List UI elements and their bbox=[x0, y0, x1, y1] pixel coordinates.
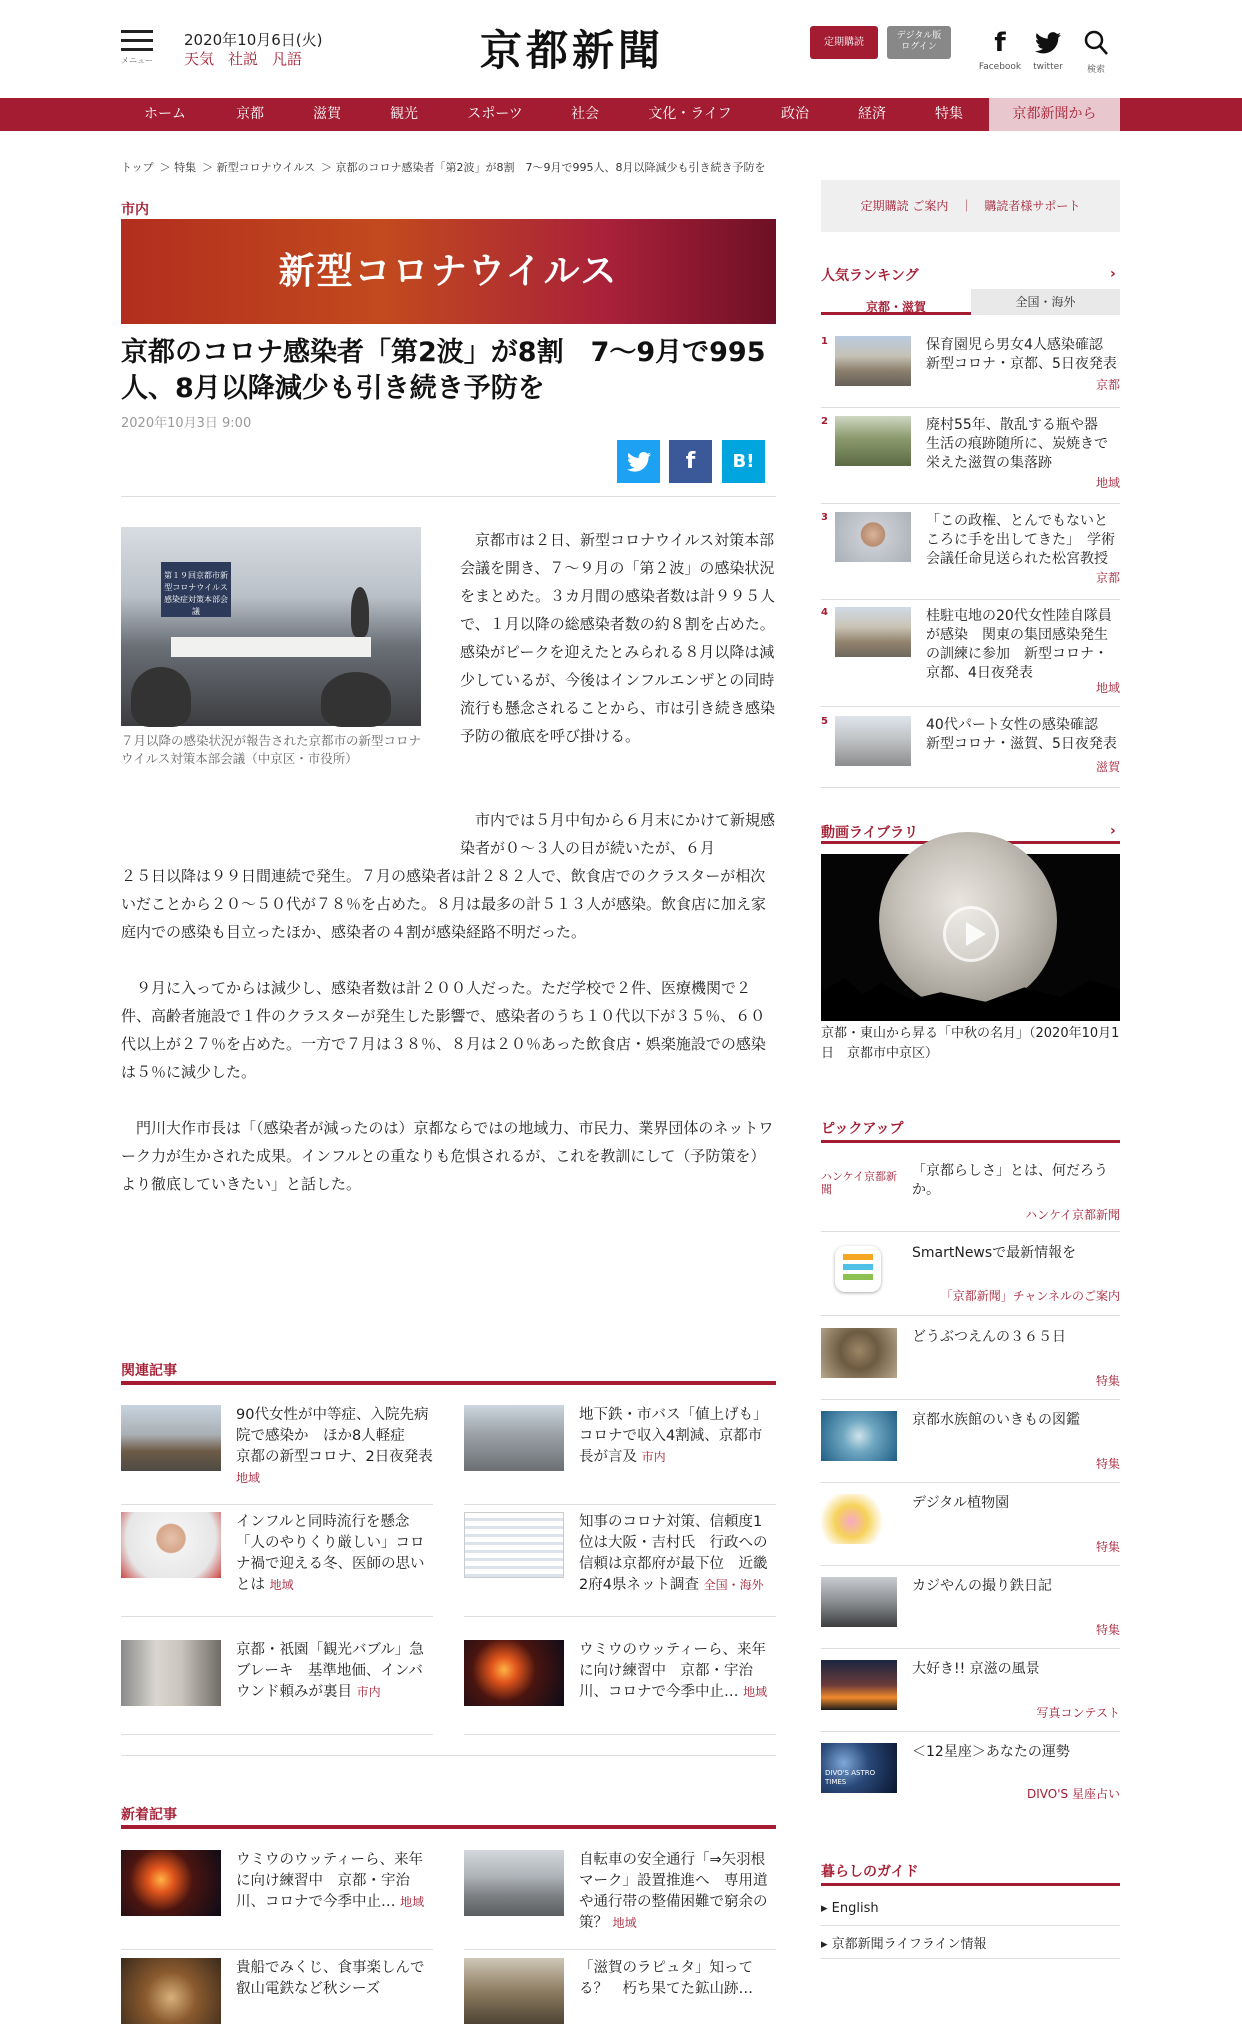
subscribe-button[interactable]: 定期購読 bbox=[810, 26, 878, 59]
breadcrumb-top[interactable]: トップ bbox=[121, 161, 154, 174]
thumbnail bbox=[835, 716, 911, 766]
search-button[interactable] bbox=[1080, 24, 1112, 75]
divider bbox=[821, 1958, 1120, 1959]
twitter-icon bbox=[1030, 24, 1066, 62]
nav-home[interactable]: ホーム bbox=[144, 106, 186, 122]
pickup-item[interactable] bbox=[821, 1494, 1120, 1566]
ranking-tabs bbox=[821, 289, 1120, 315]
pickup-item[interactable] bbox=[821, 1577, 1120, 1649]
facebook-icon: f bbox=[994, 28, 1006, 58]
search-icon bbox=[1080, 24, 1112, 62]
twitter-button[interactable] bbox=[1030, 24, 1066, 72]
nav-sports[interactable]: スポーツ bbox=[467, 106, 523, 122]
photo-caption: ７月以降の感染状況が報告された京都市の新型コロナウイルス対策本部会議（中京区・市役所） bbox=[121, 733, 422, 766]
video-library-title: 動画ライブラリ bbox=[821, 825, 919, 841]
photo-screen: 第１９回京都市新型コロナウイルス感染症対策本部会議 bbox=[161, 562, 231, 617]
related-item[interactable] bbox=[121, 1640, 433, 1735]
column-link[interactable]: 凡語 bbox=[272, 50, 303, 68]
latest-text: 貴船でみくじ、食事楽しんで 叡山電鉄など秋シーズ bbox=[236, 1960, 439, 1997]
video-caption[interactable]: 京都・東山から昇る「中秋の名月」（2020年10月1日 京都市中京区） bbox=[821, 1026, 1120, 1061]
guide-link-english[interactable]: ▸ English bbox=[821, 1901, 879, 1916]
ranking-item[interactable] bbox=[821, 512, 1120, 600]
section-rule bbox=[121, 1381, 776, 1385]
thumbnail bbox=[464, 1405, 564, 1471]
breadcrumb-features[interactable]: ＞ 特集 bbox=[159, 161, 197, 174]
related-item[interactable] bbox=[121, 1405, 433, 1505]
nav-kyoto[interactable]: 京都 bbox=[236, 106, 264, 122]
pickup-text: 大好き!! 京滋の風景 bbox=[912, 1661, 1040, 1677]
facebook-button[interactable] bbox=[976, 24, 1024, 72]
thumbnail bbox=[464, 1512, 564, 1578]
section-rule bbox=[821, 1140, 1120, 1143]
pickup-category: 特集 bbox=[1095, 1457, 1120, 1471]
search-label: 検索 bbox=[1086, 65, 1105, 75]
rank-number: 2 bbox=[821, 416, 828, 427]
thumbnail bbox=[464, 1850, 564, 1916]
thumbnail bbox=[821, 1411, 897, 1461]
thumbnail bbox=[121, 1640, 221, 1706]
thumbnail bbox=[821, 1328, 897, 1378]
chevron-right-icon[interactable]: › bbox=[1110, 266, 1116, 282]
nav-tourism[interactable]: 観光 bbox=[390, 106, 418, 122]
thumbnail bbox=[121, 1405, 221, 1471]
ranking-text: 40代パート女性の感染確認 新型コロナ・滋賀、5日夜発表 bbox=[926, 717, 1117, 752]
latest-item[interactable] bbox=[464, 1850, 776, 1950]
pickup-category: ハンケイ京都新聞 bbox=[1025, 1208, 1120, 1222]
digital-label: デジタル版 bbox=[896, 31, 942, 41]
section-rule bbox=[821, 1883, 1120, 1886]
photo-table bbox=[171, 637, 371, 657]
twitter-icon bbox=[627, 452, 651, 472]
subscription-info-box[interactable]: 定期購読 ご案内 ｜ 購読者様サポート bbox=[821, 180, 1120, 232]
pickup-item[interactable] bbox=[821, 1244, 1120, 1316]
thumbnail bbox=[121, 1958, 221, 2024]
ranking-category: 地域 bbox=[1095, 476, 1120, 490]
related-title: 関連記事 bbox=[121, 1363, 177, 1379]
smartnews-icon bbox=[821, 1244, 897, 1294]
latest-item[interactable] bbox=[121, 1958, 439, 2000]
related-text: ウミウのウッティーら、来年に向け練習中 京都・宇治川、コロナで今季中止… 地域 bbox=[579, 1642, 768, 1700]
pickup-category: 特集 bbox=[1095, 1540, 1120, 1554]
related-item[interactable] bbox=[464, 1512, 776, 1617]
ranking-item[interactable] bbox=[821, 607, 1120, 707]
ranking-category: 京都 bbox=[1095, 378, 1120, 392]
pickup-category: 特集 bbox=[1095, 1623, 1120, 1637]
thumbnail bbox=[821, 1660, 897, 1710]
related-item[interactable] bbox=[121, 1512, 433, 1617]
pickup-text: ＜12星座＞あなたの運勢 bbox=[912, 1744, 1070, 1760]
pickup-text: 京都水族館のいきもの図鑑 bbox=[912, 1412, 1080, 1428]
thumbnail bbox=[121, 1850, 221, 1916]
pickup-item[interactable] bbox=[821, 1660, 1120, 1732]
related-text: 京都・祇園「観光バブル」急ブレーキ 基準地価、インバウンド頼みが裏目 市内 bbox=[236, 1642, 424, 1700]
ranking-category: 地域 bbox=[1095, 681, 1120, 695]
pickup-text: どうぶつえんの３６５日 bbox=[912, 1329, 1066, 1345]
rank-number: 1 bbox=[821, 336, 828, 347]
article-paragraph: 市内では５月中旬から６月末にかけて新規感染者が０～３人の日が続いたが、６月 bbox=[460, 811, 776, 857]
site-header bbox=[0, 0, 1242, 98]
latest-text: ウミウのウッティーら、来年に向け練習中 京都・宇治川、コロナで今季中止… 地域 bbox=[236, 1852, 425, 1910]
ranking-category: 滋賀 bbox=[1095, 760, 1120, 774]
site-logo[interactable]: 京都新聞 bbox=[480, 26, 665, 75]
photo-figure bbox=[131, 667, 191, 727]
latest-text: 「滋賀のラピュタ」知ってる？ 朽ち果てた鉱山跡… bbox=[579, 1960, 753, 1997]
related-text: 地下鉄・市バス「値上げも」 コロナで収入4割減、京都市長が言及 市内 bbox=[579, 1407, 775, 1465]
divider bbox=[121, 1755, 776, 1756]
tab-national[interactable]: 全国・海外 bbox=[971, 289, 1120, 315]
publish-date: 2020年10月3日 9:00 bbox=[121, 416, 252, 431]
photo-figure bbox=[351, 587, 369, 637]
thumbnail bbox=[835, 416, 911, 466]
pickup-item[interactable] bbox=[821, 1162, 1120, 1232]
thumbnail bbox=[821, 1494, 897, 1544]
life-guide-title: 暮らしのガイド bbox=[821, 1864, 919, 1880]
related-text: 90代女性が中等症、入院先病院で感染か ほか8人軽症 京都の新型コロナ、2日夜発表 地域 bbox=[236, 1407, 433, 1485]
pickup-item[interactable] bbox=[821, 1328, 1120, 1400]
facebook-icon: f bbox=[685, 449, 696, 474]
ranking-text: 桂駐屯地の20代女性陸自隊員が感染 関東の集団感染発生の訓練に参加 新型コロナ・京都、4日夜発表 bbox=[926, 608, 1112, 681]
pickup-item[interactable] bbox=[821, 1411, 1120, 1483]
pickup-text: SmartNewsで最新情報を bbox=[912, 1245, 1077, 1261]
pickup-category: 写真コンテスト bbox=[1036, 1706, 1120, 1720]
thumbnail bbox=[464, 1958, 564, 2024]
pickup-category: 特集 bbox=[1095, 1374, 1120, 1388]
article-headline: 京都のコロナ感染者「第2波」が8割 7～9月で995人、8月以降減少も引き続き予防を bbox=[121, 337, 766, 404]
nav-society[interactable]: 社会 bbox=[571, 106, 599, 122]
ranking-text: 保育園児ら男女4人感染確認 新型コロナ・京都、5日夜発表 bbox=[926, 337, 1117, 372]
ranking-item[interactable] bbox=[821, 716, 1120, 788]
nav-economy[interactable]: 経済 bbox=[858, 106, 886, 122]
pickup-text: デジタル植物園 bbox=[912, 1495, 1010, 1511]
pickup-text: 「京都らしさ」とは、何だろうか。 bbox=[912, 1163, 1108, 1198]
ranking-text: 「この政権、とんでもないところに手を出してきた」 学術会議任命見送られた松宮教授 bbox=[926, 513, 1115, 567]
twitter-label: twitter bbox=[1033, 62, 1063, 72]
ranking-text: 廃村55年、散乱する瓶や器 生活の痕跡随所に、炭焼きで栄えた滋賀の集落跡 bbox=[926, 417, 1112, 471]
divo-logo: DIVO'S ASTRO TIMES bbox=[821, 1743, 897, 1793]
photo-figure bbox=[321, 672, 391, 727]
thumbnail bbox=[121, 1512, 221, 1578]
related-text: インフルと同時流行を懸念 「人のやりくり厳しい」コロナ禍で迎える冬、医師の思いとは 地域 bbox=[236, 1514, 425, 1593]
editorial-link[interactable]: 社説 bbox=[228, 50, 259, 68]
facebook-label: Facebook bbox=[978, 62, 1022, 72]
nav-politics[interactable]: 政治 bbox=[781, 106, 809, 122]
nav-from-kyoto-np[interactable]: 京都新聞から bbox=[989, 98, 1120, 131]
play-icon[interactable] bbox=[943, 906, 999, 962]
ranking-item[interactable] bbox=[821, 416, 1120, 504]
pickup-category: 「京都新聞」チャンネルのご案内 bbox=[940, 1289, 1120, 1303]
weather-link[interactable]: 天気 bbox=[184, 50, 215, 68]
article-paragraph: ２５日以降は９９日間連続で発生。７月の感染者は計２８２人で、飲食店でのクラスターが相次いだことから２０～５０代が７８％を占めた。８月は最多の計５１３人が感染。飲食店に加え家庭内での感染も目立ったほか、感染者の４割が感染経路不明だった。 bbox=[121, 867, 767, 941]
rank-number: 3 bbox=[821, 512, 828, 523]
article-paragraph: 京都市は２日、新型コロナウイルス対策本部会議を開き、７～９月の「第２波」の感染状況をまとめた。３カ月間の感染者数は計９９５人で、１月以降の総感染者数の約８割を占めた。感染がピークを迎えたとみられる８月以降は減少しているが、今後はインフルエンザとの同時流行も懸念されることから、市は引き続き感染予防の徹底を呼び掛ける。 bbox=[460, 531, 776, 745]
rank-number: 4 bbox=[821, 607, 828, 618]
breadcrumb-current: ＞ 京都のコロナ感染者「第2波」が8割 7～9月で995人、8月以降減少も引き続き予防を bbox=[321, 161, 766, 174]
header-links bbox=[184, 48, 316, 69]
thumbnail bbox=[821, 1577, 897, 1627]
thumbnail bbox=[464, 1640, 564, 1706]
article-paragraph: ９月に入ってからは減少し、感染者数は計２００人だった。ただ学校で２件、医療機関で２件、高齢者施設で１件のクラスターが発生した影響で、感染者のうち１０代以下が３５％、６０代以上が２７％を占めた。一方で７月は３８％、８月は２０％あった飲食店・娯楽施設での感染は５％に減少した。 bbox=[121, 979, 766, 1081]
menu-label: メニュー bbox=[121, 56, 153, 65]
rank-number: 5 bbox=[821, 716, 828, 727]
related-item[interactable] bbox=[464, 1405, 776, 1505]
latest-text: 自転車の安全通行「⇒矢羽根マーク」設置推進へ 専用道や通行帯の整備困難で窮余の策？ 地域 bbox=[579, 1852, 768, 1931]
video-player[interactable] bbox=[821, 854, 1120, 1021]
related-item[interactable] bbox=[464, 1640, 776, 1735]
pickup-item[interactable] bbox=[821, 1743, 1120, 1803]
current-date: 2020年10月6日(火) bbox=[184, 31, 323, 49]
ranking-item[interactable] bbox=[821, 336, 1120, 408]
divider bbox=[121, 496, 776, 497]
topic-banner[interactable]: 新型コロナウイルス bbox=[121, 219, 776, 324]
pickup-category: DIVO'S 星座占い bbox=[1027, 1787, 1120, 1801]
nav-culture[interactable]: 文化・ライフ bbox=[648, 106, 732, 122]
thumbnail bbox=[835, 607, 911, 657]
share-twitter-button[interactable] bbox=[617, 440, 660, 483]
ranking-category: 京都 bbox=[1095, 571, 1120, 585]
hamburger-icon bbox=[119, 30, 155, 51]
latest-item[interactable] bbox=[464, 1958, 776, 2000]
divider bbox=[821, 1925, 1120, 1926]
article-paragraph: 門川大作市長は「（感染者が減ったのは）京都ならではの地域力、市民力、業界団体のネットワーク力が生かされた成果。インフルとの重なりも危惧されるが、これを教訓にして（予防策を）より徹底していきたい」と話した。 bbox=[121, 1119, 774, 1193]
nav-features[interactable]: 特集 bbox=[935, 106, 963, 122]
breadcrumb-corona[interactable]: ＞ 新型コロナウイルス bbox=[202, 161, 316, 174]
latest-title: 新着記事 bbox=[121, 1807, 177, 1823]
tab-kyoto-shiga[interactable]: 京都・滋賀 bbox=[821, 289, 971, 315]
thumbnail bbox=[835, 512, 911, 562]
ranking-title: 人気ランキング bbox=[821, 268, 919, 284]
menu-button[interactable] bbox=[119, 30, 155, 70]
pickup-text: カジやんの撮り鉄日記 bbox=[912, 1578, 1052, 1594]
latest-item[interactable] bbox=[121, 1850, 433, 1950]
breadcrumb bbox=[121, 159, 772, 175]
article-photo[interactable] bbox=[121, 527, 421, 726]
section-rule bbox=[121, 1825, 776, 1829]
share-facebook-button[interactable] bbox=[669, 440, 712, 483]
global-nav bbox=[0, 98, 1242, 131]
share-hatena-button[interactable]: B! bbox=[722, 440, 765, 483]
thumbnail bbox=[835, 336, 911, 386]
article-category[interactable]: 市内 bbox=[121, 202, 149, 218]
guide-link-lifeline[interactable]: ▸ 京都新聞ライフライン情報 bbox=[821, 1937, 987, 1952]
related-text: 知事のコロナ対策、信頼度1位は大阪・吉村氏 行政への信頼は京都府が最下位 近畿2府4県ネット調査 全国・海外 bbox=[579, 1514, 768, 1593]
chevron-right-icon[interactable]: › bbox=[1110, 823, 1116, 839]
digital-login-button[interactable] bbox=[887, 26, 951, 59]
login-label: ログイン bbox=[901, 42, 937, 52]
pickup-title: ピックアップ bbox=[821, 1121, 904, 1137]
nav-shiga[interactable]: 滋賀 bbox=[313, 106, 341, 122]
hankei-logo: ハンケイ京都新聞 bbox=[821, 1170, 898, 1196]
